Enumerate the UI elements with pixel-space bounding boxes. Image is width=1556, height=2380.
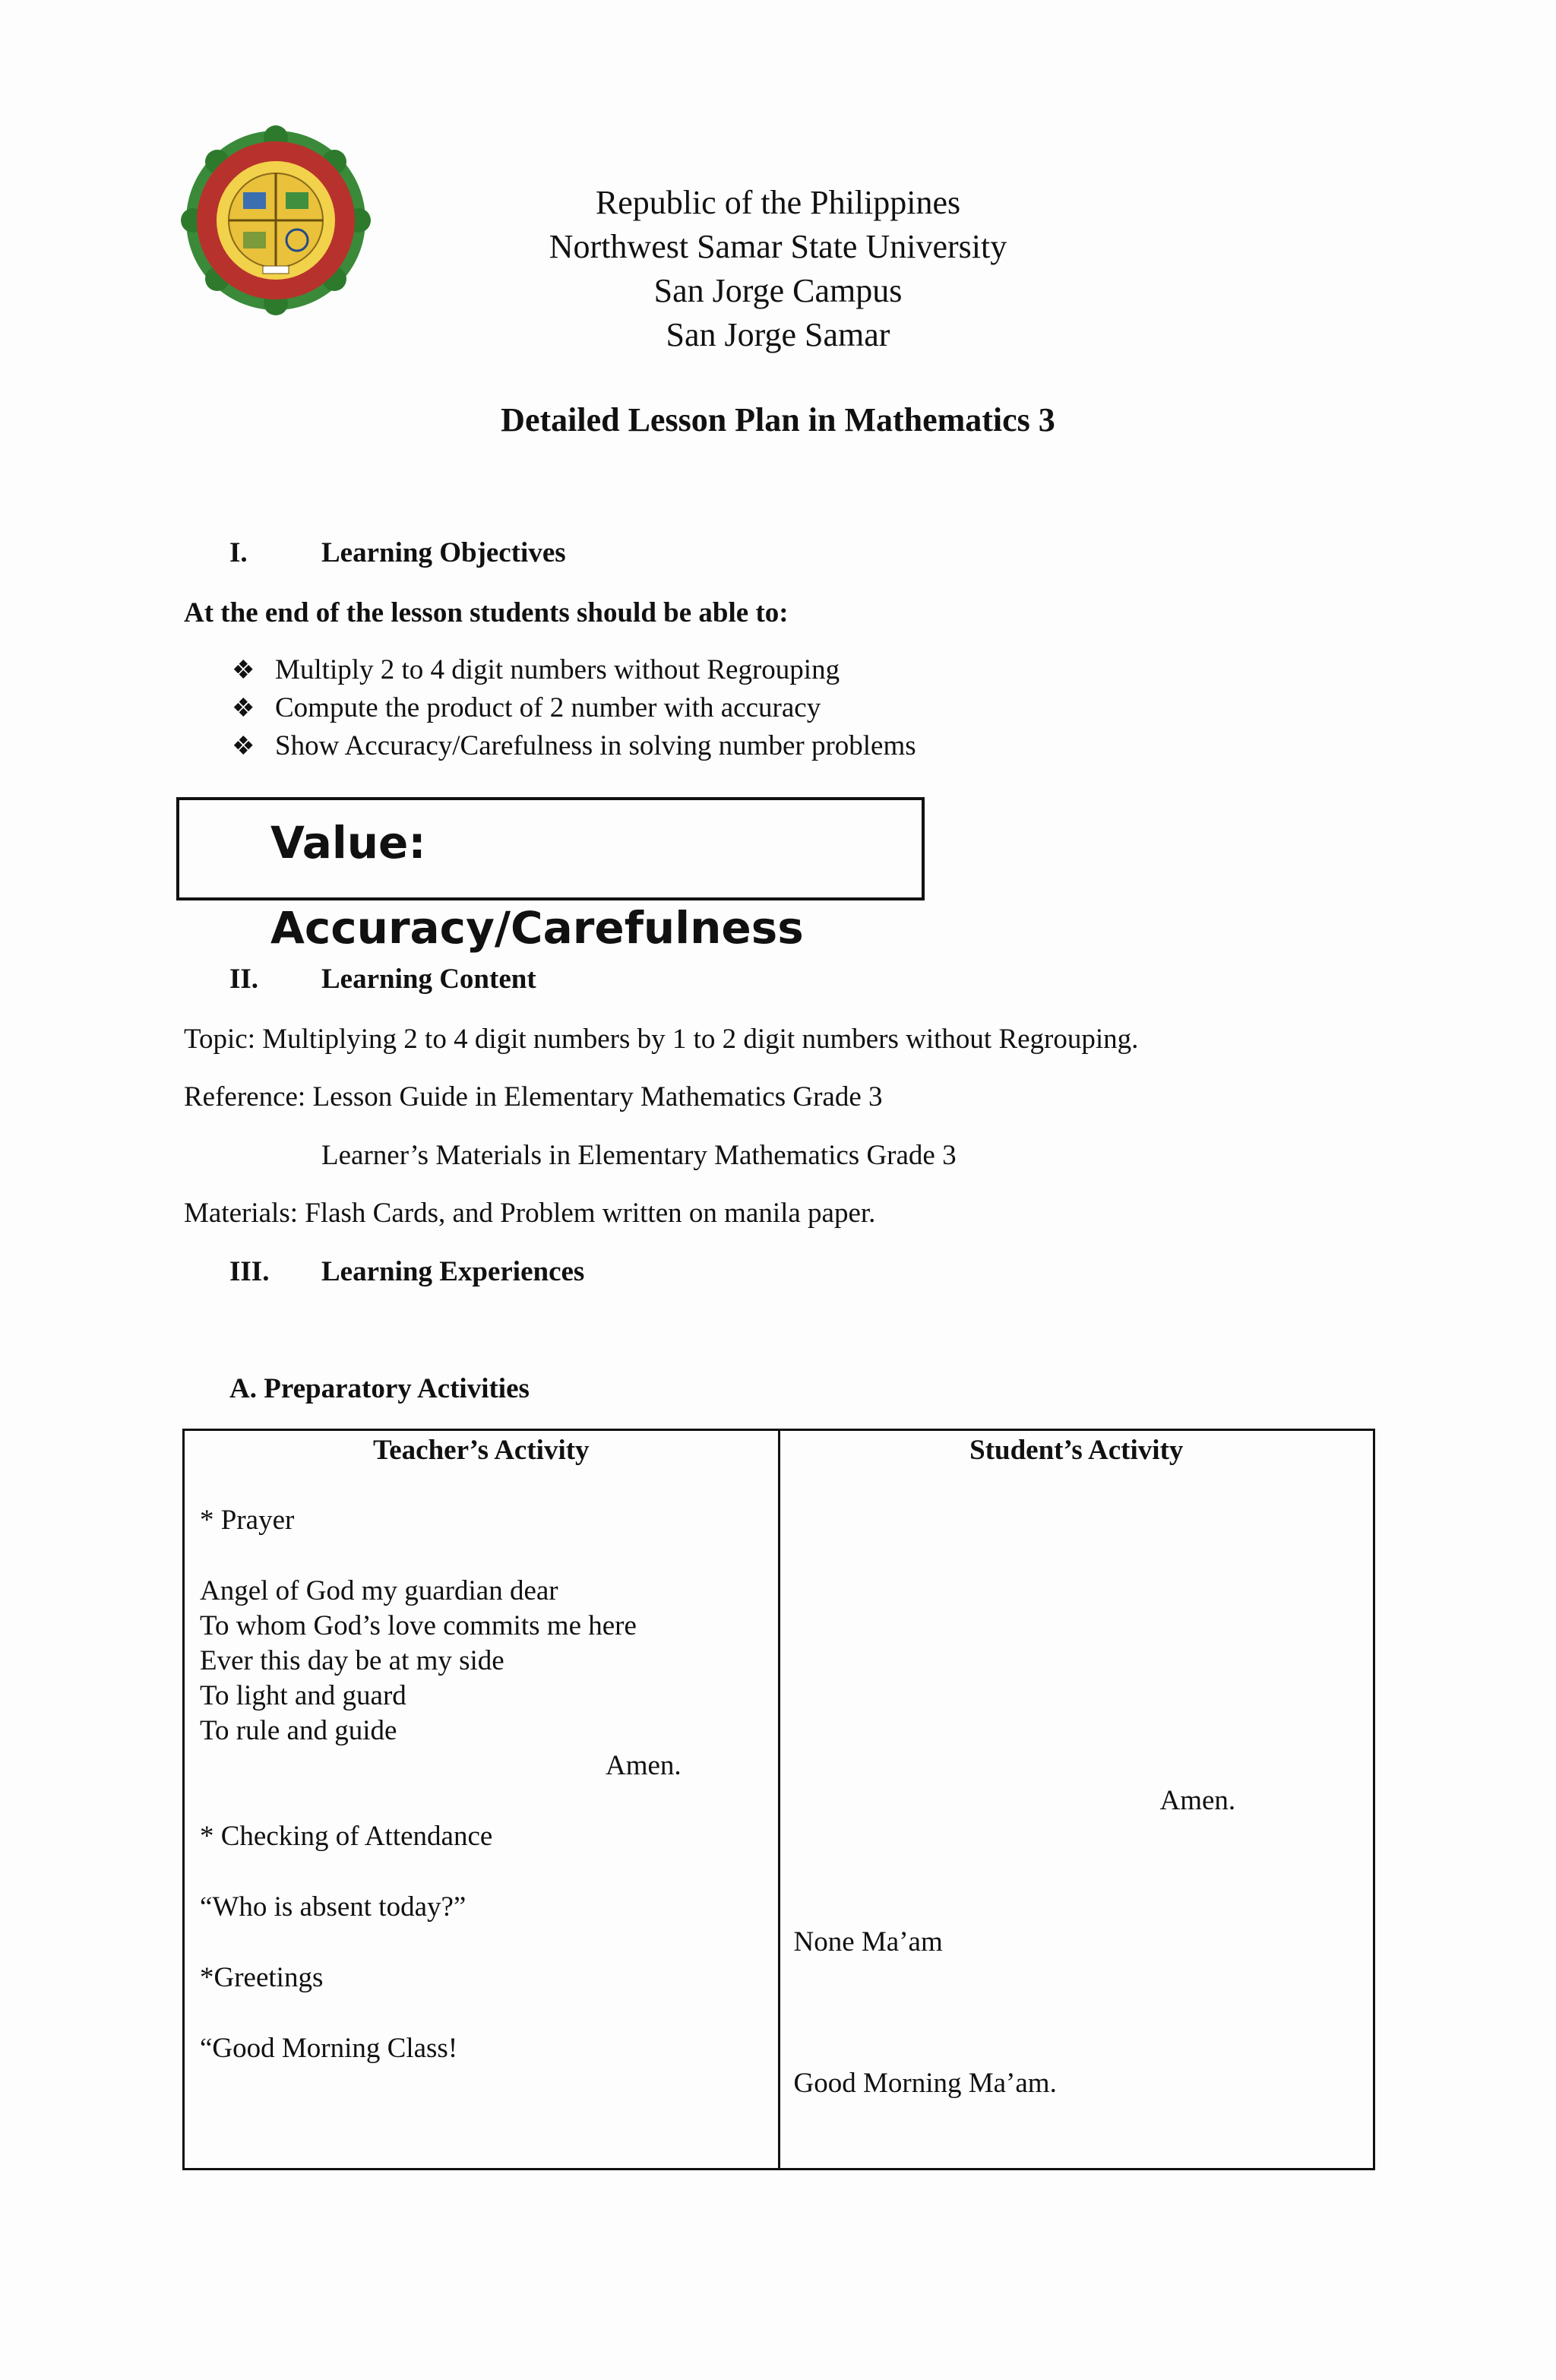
prayer-line: To rule and guide bbox=[200, 1715, 397, 1746]
absent-question: “Who is absent today?” bbox=[200, 1891, 466, 1923]
teacher-activity-cell bbox=[184, 1430, 780, 2170]
student-activity-header: Student’s Activity bbox=[969, 1435, 1184, 1466]
objective-item: ❖ Compute the product of 2 number with accuracy bbox=[232, 692, 821, 723]
teacher-good-morning: “Good Morning Class! bbox=[200, 2033, 458, 2064]
section-number-experiences: III. bbox=[229, 1256, 270, 1287]
materials-line: Materials: Flash Cards, and Problem written on manila paper. bbox=[184, 1198, 876, 1229]
topic-line: Topic: Multiplying 2 to 4 digit numbers by 1 to 2 digit numbers without Regrouping. bbox=[184, 1024, 1139, 1055]
student-none: None Ma’am bbox=[793, 1926, 943, 1957]
activities-table bbox=[182, 1429, 1375, 2170]
header-line-university: Northwest Samar State University bbox=[549, 228, 1007, 265]
teacher-amen: Amen. bbox=[606, 1750, 682, 1781]
prayer-line: Angel of God my guardian dear bbox=[200, 1575, 558, 1606]
section-title-content: Learning Content bbox=[321, 964, 536, 995]
reference-line-2: Learner’s Materials in Elementary Mathematics Grade 3 bbox=[321, 1140, 957, 1171]
section-title-objectives: Learning Objectives bbox=[321, 537, 566, 568]
value-box: Value: Accuracy/Carefulness bbox=[176, 797, 925, 900]
greetings-label: *Greetings bbox=[200, 1962, 324, 1993]
diamond-bullet-icon: ❖ bbox=[232, 657, 255, 685]
header-line-campus: San Jorge Campus bbox=[653, 272, 903, 309]
subsection-preparatory: A. Preparatory Activities bbox=[229, 1373, 530, 1404]
prayer-line: To light and guard bbox=[200, 1680, 406, 1711]
prayer-line: Ever this day be at my side bbox=[200, 1645, 504, 1676]
objective-item: ❖ Multiply 2 to 4 digit numbers without Regrouping bbox=[232, 654, 840, 685]
section-number-objectives: I. bbox=[229, 537, 248, 568]
student-amen: Amen. bbox=[1159, 1785, 1236, 1816]
prayer-line: To whom God’s love commits me here bbox=[200, 1610, 637, 1641]
header-line-location: San Jorge Samar bbox=[666, 316, 890, 353]
objective-item: ❖ Show Accuracy/Carefulness in solving number problems bbox=[232, 730, 916, 761]
section-title-experiences: Learning Experiences bbox=[321, 1256, 585, 1287]
diamond-bullet-icon: ❖ bbox=[232, 695, 255, 723]
student-activity-cell bbox=[779, 1430, 1374, 2170]
prayer-label: * Prayer bbox=[200, 1505, 295, 1536]
reference-line: Reference: Lesson Guide in Elementary Mathematics Grade 3 bbox=[184, 1081, 883, 1112]
attendance-label: * Checking of Attendance bbox=[200, 1821, 493, 1852]
teacher-activity-header: Teacher’s Activity bbox=[372, 1435, 590, 1466]
diamond-bullet-icon: ❖ bbox=[232, 733, 255, 761]
header-line-republic: Republic of the Philippines bbox=[595, 184, 961, 221]
student-good-morning: Good Morning Ma’am. bbox=[793, 2068, 1057, 2099]
document-title: Detailed Lesson Plan in Mathematics 3 bbox=[501, 401, 1055, 438]
objectives-intro: At the end of the lesson students should be able to: bbox=[184, 597, 789, 628]
section-number-content: II. bbox=[229, 964, 259, 995]
